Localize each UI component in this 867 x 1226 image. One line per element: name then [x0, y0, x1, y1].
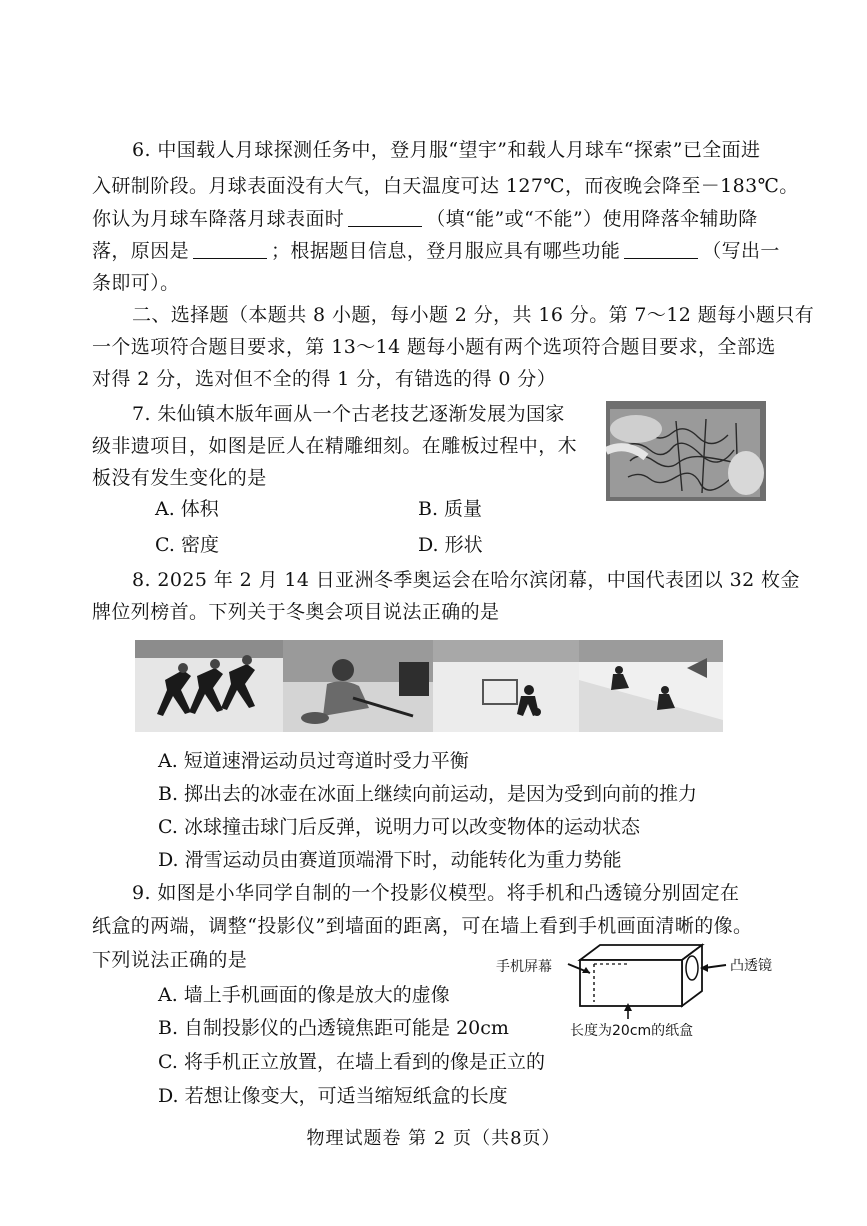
- section2-heading-line-2: 一个选项符合题目要求，第 13～14 题每小题有两个选项符合题目要求，全部选: [92, 336, 776, 358]
- label-paper-box-length: 长度为20cm的纸盒: [570, 1023, 694, 1039]
- q9-text-line-3: 下列说法正确的是: [92, 949, 248, 971]
- q9-text-line-2: 纸盒的两端，调整“投影仪”到墙面的距离，可在墙上看到手机画面清晰的像。: [92, 915, 753, 937]
- q6-text-line-3: [92, 207, 758, 231]
- q8-option-c[interactable]: C. 冰球撞击球门后反弹，说明力可以改变物体的运动状态: [158, 816, 640, 838]
- q6-text-line-5: 条即可）。: [92, 272, 180, 294]
- q8-text-line-2: 牌位列榜首。下列关于冬奥会项目说法正确的是: [92, 601, 500, 623]
- woodblock-carving-photo: [606, 401, 766, 501]
- section2-heading-line-1: 二、选择题（本题共 8 小题，每小题 2 分，共 16 分。第 7～12 题每小题只有: [132, 304, 815, 326]
- q9-option-b[interactable]: B. 自制投影仪的凸透镜焦距可能是 20cm: [158, 1017, 509, 1039]
- q6-blank-3[interactable]: [624, 240, 698, 259]
- q8-option-b[interactable]: B. 掷出去的冰壶在冰面上继续向前运动，是因为受到向前的推力: [158, 783, 698, 805]
- q7-option-a[interactable]: A. 体积: [155, 498, 219, 520]
- short-track-skating-photo: [135, 640, 283, 732]
- label-phone-screen: 手机屏幕: [496, 959, 552, 975]
- q8-option-d[interactable]: D. 滑雪运动员由赛道顶端滑下时，动能转化为重力势能: [158, 849, 622, 871]
- curling-photo: [283, 640, 433, 732]
- q6-line4-end: （写出一: [702, 240, 780, 262]
- skiing-photo: [579, 640, 723, 732]
- q7-option-d[interactable]: D. 形状: [418, 534, 483, 556]
- label-convex-lens: 凸透镜: [730, 958, 772, 974]
- q9-option-c[interactable]: C. 将手机正立放置，在墙上看到的像是正立的: [158, 1051, 545, 1073]
- q6-line4-middle: ；根据题目信息，登月服应具有哪些功能: [271, 240, 621, 262]
- q8-option-a[interactable]: A. 短道速滑运动员过弯道时受力平衡: [158, 750, 469, 772]
- q6-line3-end: （填“能”或“不能”）使用降落伞辅助降: [426, 208, 758, 230]
- q6-line3-start: 你认为月球车降落月球表面时: [92, 208, 345, 230]
- q6-blank-2[interactable]: [193, 240, 267, 259]
- q7-option-c[interactable]: C. 密度: [155, 534, 219, 556]
- q6-blank-1[interactable]: [348, 208, 422, 227]
- q9-option-d[interactable]: D. 若想让像变大，可适当缩短纸盒的长度: [158, 1085, 508, 1107]
- q7-option-b[interactable]: B. 质量: [418, 498, 483, 520]
- q6-text-line-4: [92, 239, 780, 263]
- q6-text-line-1: 6. 中国载人月球探测任务中，登月服“望宇”和载人月球车“探索”已全面进: [132, 139, 761, 161]
- ice-hockey-photo: [433, 640, 579, 732]
- q9-text-line-1: 9. 如图是小华同学自制的一个投影仪模型。将手机和凸透镜分别固定在: [132, 882, 740, 904]
- q6-line4-start: 落，原因是: [92, 240, 190, 262]
- q8-text-line-1: 8. 2025 年 2 月 14 日亚洲冬季奥运会在哈尔滨闭幕，中国代表团以 32 枚金: [132, 569, 800, 591]
- q7-text-line-1: 7. 朱仙镇木版年画从一个古老技艺逐渐发展为国家: [132, 403, 565, 425]
- q7-text-line-3: 板没有发生变化的是: [92, 467, 267, 489]
- q6-text-line-2: 入研制阶段。月球表面没有大气，白天温度可达 127℃，而夜晚会降至－183℃。: [92, 175, 799, 197]
- projector-box-diagram: [490, 935, 790, 1045]
- section2-heading-line-3: 对得 2 分，选对但不全的得 1 分，有错选的得 0 分）: [92, 368, 557, 390]
- q9-option-a[interactable]: A. 墙上手机画面的像是放大的虚像: [158, 984, 450, 1006]
- q7-text-line-2: 级非遗项目，如图是匠人在精雕细刻。在雕板过程中，木: [92, 435, 578, 457]
- page-footer: 物理试题卷 第 2 页（共8页）: [306, 1128, 561, 1149]
